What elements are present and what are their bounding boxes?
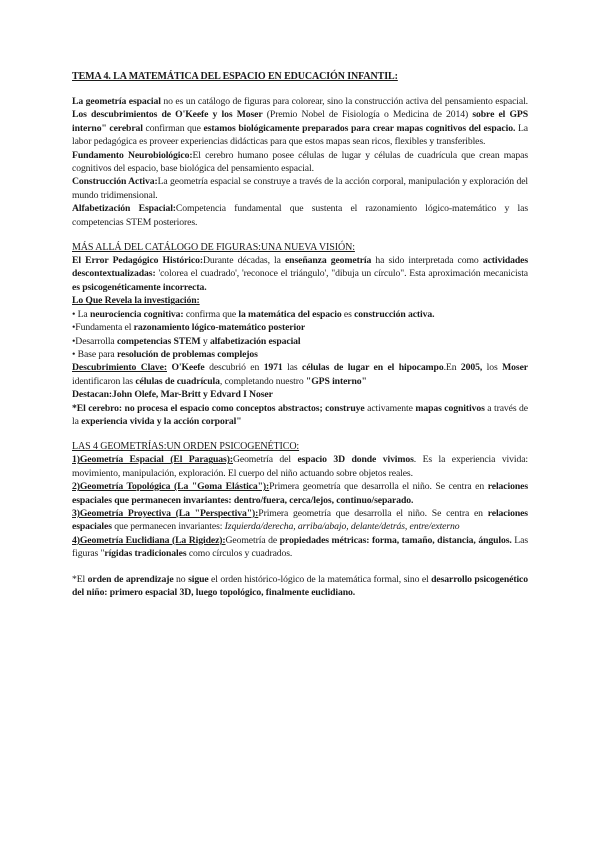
term-okeefe: O'Keefe [167, 362, 205, 374]
investigacion-heading [72, 294, 528, 307]
text-span: Geometría del [232, 454, 298, 466]
text-span: y [200, 335, 210, 347]
term-desarrollo: desarrollo psicogenético del niño: primero espacial 3D, luego topológico, finalmente euclidiano. [72, 573, 529, 598]
fundamento-text: El cerebro humano posee células de lugar y células de cuadrícula que crean mapas cognitivos del espacio, base biológica del pensamiento espacial. [72, 149, 528, 175]
alfabetizacion-label: Alfabetización Espacial: [72, 203, 176, 215]
alfabetizacion-text: Competencia fundamental que sustenta el razonamiento lógico-matemático y las competencias STEM posteriores. [72, 203, 528, 228]
term-neurociencia: neurociencia cognitiva: [89, 308, 184, 320]
g4-label: 4)Geometría Euclidiana (La Rigidez): [72, 534, 226, 546]
text-span: •Desarrolla [72, 335, 117, 347]
term-rigidas: rígidas tradicionales [104, 548, 187, 560]
term-preparados: estamos biológicamente preparados para crear mapas cognitivos del espacio. [203, 122, 516, 134]
text-span: no es un catálogo de figuras para colorear, sino la construcción activa del pensamiento espacial. [160, 96, 528, 107]
term-relaciones: relaciones espaciales [72, 507, 528, 533]
list-item [72, 308, 528, 321]
term-sigue: sigue [188, 573, 209, 585]
text-span: Primera geometría que desarrolla el niño. Se centra en [269, 481, 488, 493]
term-descubrimientos: Los descubrimientos de O'Keefe y los Moser [72, 109, 263, 121]
document-content [72, 70, 528, 599]
text-span: activamente [364, 402, 416, 414]
text-span: .En [443, 362, 461, 374]
term-celulas-lugar: células de lugar en el hipocampo [302, 362, 444, 374]
g1-label: 1)Geometría Espacial (El Paraguas): [72, 454, 233, 466]
text-span: es [341, 308, 355, 320]
text-span: a través de la [72, 402, 529, 427]
construccion-text: La geometría espacial se construye a través de la acción corporal, manipulación y exploración del mundo tridimensional. [72, 176, 528, 201]
fundamento-paragraph [72, 149, 528, 176]
geometria-espacial-paragraph [72, 453, 528, 480]
text-span: 'colorea el cuadrado', 'reconoce el triángulo', "dibuja un círculo". Esta aproximación mecanicista [155, 268, 528, 280]
text-span: el orden histórico-lógico de la matemática formal, sino el [208, 573, 432, 585]
text-span: no [173, 573, 189, 585]
construccion-paragraph [72, 175, 528, 202]
term-2005: 2005, [460, 362, 483, 374]
term-orden: orden de aprendizaje [87, 573, 174, 585]
text-span: que permanecen invariantes: [111, 521, 225, 533]
text-span: • Base para [72, 348, 117, 360]
text-span: •Fundamenta el [72, 322, 134, 334]
g3-label: 3)Geometría Proyectiva (La "Perspectiva"): [72, 507, 259, 519]
text-span: los [482, 362, 503, 374]
list-item [72, 335, 528, 348]
term-razonamiento: razonamiento lógico-matemático posterior [133, 322, 306, 334]
section-heading-vision: MÁS ALLÁ DEL CATÁLOGO DE FIGURAS:UNA NUEVA VISIÓN: [72, 242, 355, 254]
text-span: descubrió en [204, 362, 264, 374]
destacan-text: Destacan:John Olefe, Mar-Britt y Edvard I Noser [72, 389, 273, 401]
g2-label: 2)Geometría Topológica (La "Goma Elástica"): [72, 481, 270, 493]
text-span: La labor pedagógica es proveer experiencias didácticas para que estos mapas sean ricos, flexibles y transferibles. [72, 122, 528, 148]
term-resolucion: resolución de problemas complejos [116, 348, 258, 360]
text-span: confirma que [183, 308, 239, 320]
alfabetizacion-paragraph [72, 202, 528, 229]
destacan-line [72, 388, 528, 401]
term-incorrecta: es psicogenéticamente incorrecta. [72, 281, 207, 293]
investigacion-label: Lo Que Revela la investigación: [72, 295, 200, 307]
text-span: , completando nuestro [219, 375, 306, 387]
text-span: *El [72, 573, 88, 585]
term-gps-interno: "GPS interno" [305, 375, 367, 387]
text-span: las [282, 362, 303, 374]
text-span: Las figuras " [72, 534, 528, 560]
term-moser: Moser [502, 362, 528, 374]
text-span: confirman que [142, 122, 204, 134]
term-mapas: mapas cognitivos [415, 402, 485, 414]
term-1971: 1971 [263, 362, 283, 374]
text-span: identificaron las [72, 375, 136, 387]
term-matematica: la matemática del espacio [238, 308, 342, 320]
term-metricas: propiedades métricas: forma, tamaño, distancia, ángulos. [279, 534, 512, 546]
geometria-topologica-paragraph [72, 480, 528, 507]
text-span: Durante décadas, la [202, 255, 285, 267]
term-invariantes: relaciones espaciales que permanecen invariantes: dentro/fuera, cerca/lejos, continuo/separado. [72, 481, 528, 506]
orden-note-paragraph [72, 573, 528, 600]
text-span: (Premio Nobel de Fisiología o Medicina de 2014) [262, 109, 473, 121]
error-label: El Error Pedagógico Histórico: [72, 255, 203, 267]
list-item [72, 348, 528, 361]
descubrimiento-label: Descubrimiento Clave: [72, 362, 167, 374]
term-experiencia: experiencia vivida y la acción corporal" [81, 415, 242, 427]
term-ensenanza: enseñanza geometría [284, 255, 372, 267]
term-gps: sobre el GPS interno" cerebral [72, 109, 529, 134]
fundamento-label: Fundamento Neurobiológico: [72, 149, 193, 161]
geometria-euclidiana-paragraph [72, 534, 528, 561]
geometria-proyectiva-paragraph [72, 507, 528, 534]
term-celulas-cuadricula: células de cuadrícula [135, 375, 220, 387]
text-span: ha sido interpretada como [371, 255, 483, 267]
cerebro-strong: *El cerebro: no procesa el espacio como conceptos abstractos; construye [72, 402, 365, 414]
text-span: Geometría de [225, 534, 280, 546]
text-span: como círculos y cuadrados. [186, 548, 293, 560]
intro-paragraph [72, 95, 528, 149]
page-title: TEMA 4. LA MATEMÁTICA DEL ESPACIO EN EDUCACIÓN INFANTIL: [72, 71, 398, 82]
error-paragraph [72, 254, 528, 294]
term-alfabetizacion: alfabetización espacial [209, 335, 301, 347]
term-geometria-espacial: La geometría espacial [72, 96, 161, 107]
term-actividades: actividades descontextualizadas: [72, 255, 529, 280]
descubrimiento-paragraph [72, 361, 528, 388]
term-espacio-3d: espacio 3D donde vivimos [297, 454, 414, 466]
list-item [72, 321, 528, 334]
text-span: Primera geometría que desarrolla el niño. Se centra en [258, 507, 488, 519]
term-direcciones: Izquierda/derecha, arriba/abajo, delante/detrás, entre/externo [224, 521, 460, 533]
text-span: . Es la experiencia vivida: movimiento, manipulación, exploración. El cuerpo del niño actuando sobre objetos reales. [72, 454, 529, 479]
section-heading-geometrias: LAS 4 GEOMETRÍAS:UN ORDEN PSICOGENÉTICO: [72, 441, 300, 453]
term-stem: competencias STEM [116, 335, 201, 347]
term-construccion: construcción activa. [354, 308, 435, 320]
text-span: • La [72, 308, 90, 320]
construccion-label: Construcción Activa: [72, 176, 158, 188]
cerebro-paragraph [72, 402, 528, 429]
